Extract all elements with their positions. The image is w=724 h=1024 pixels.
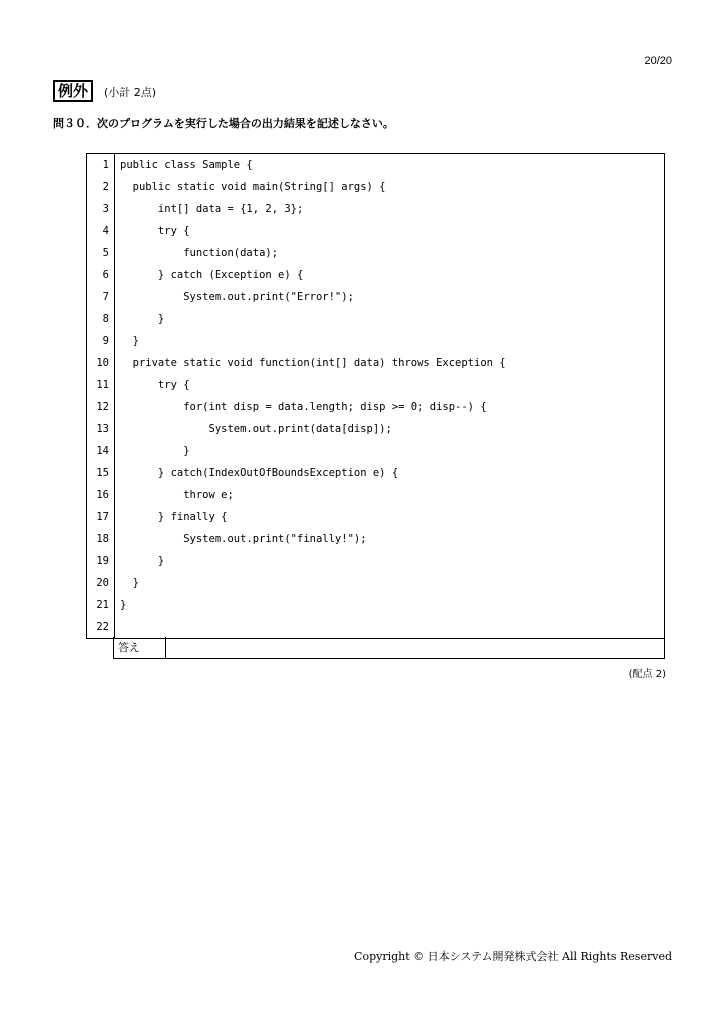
code-line: [87, 594, 665, 616]
code-line: [87, 462, 665, 484]
code-text: throw e;: [115, 484, 665, 506]
code-line: [87, 616, 665, 639]
code-listing: [86, 153, 665, 639]
code-text: } catch(IndexOutOfBoundsException e) {: [115, 462, 665, 484]
line-number: 12: [87, 396, 115, 418]
line-number: 14: [87, 440, 115, 462]
code-text: }: [115, 550, 665, 572]
code-line: [87, 352, 665, 374]
code-text: }: [115, 308, 665, 330]
code-text: }: [115, 330, 665, 352]
answer-field[interactable]: [166, 637, 664, 658]
code-line: [87, 154, 665, 177]
code-line: [87, 220, 665, 242]
code-text: [115, 616, 665, 639]
line-number: 4: [87, 220, 115, 242]
code-text: System.out.print(data[disp]);: [115, 418, 665, 440]
code-line: [87, 396, 665, 418]
section-title: 例外: [53, 80, 93, 102]
line-number: 2: [87, 176, 115, 198]
line-number: 11: [87, 374, 115, 396]
line-number: 18: [87, 528, 115, 550]
code-line: [87, 242, 665, 264]
question-text: 問３０．次のプログラムを実行した場合の出力結果を記述しなさい。: [53, 117, 394, 130]
code-text: } finally {: [115, 506, 665, 528]
answer-row: [113, 637, 665, 659]
code-text: try {: [115, 374, 665, 396]
code-line: [87, 440, 665, 462]
line-number: 20: [87, 572, 115, 594]
section-subtotal: (小計 2点): [104, 86, 157, 99]
code-text: }: [115, 440, 665, 462]
code-text: int[] data = {1, 2, 3};: [115, 198, 665, 220]
code-line: [87, 264, 665, 286]
line-number: 22: [87, 616, 115, 639]
code-text: public static void main(String[] args) {: [115, 176, 665, 198]
code-line: [87, 374, 665, 396]
code-line: [87, 506, 665, 528]
code-line: [87, 550, 665, 572]
line-number: 1: [87, 154, 115, 177]
line-number: 19: [87, 550, 115, 572]
line-number: 9: [87, 330, 115, 352]
code-text: } catch (Exception e) {: [115, 264, 665, 286]
code-line: [87, 330, 665, 352]
code-text: System.out.print("finally!");: [115, 528, 665, 550]
line-number: 3: [87, 198, 115, 220]
page-number: 20/20: [644, 55, 672, 67]
code-text: System.out.print("Error!");: [115, 286, 665, 308]
code-text: function(data);: [115, 242, 665, 264]
line-number: 5: [87, 242, 115, 264]
line-number: 21: [87, 594, 115, 616]
code-line: [87, 308, 665, 330]
line-number: 6: [87, 264, 115, 286]
answer-label: 答え: [114, 637, 166, 658]
code-line: [87, 528, 665, 550]
line-number: 8: [87, 308, 115, 330]
code-line: [87, 286, 665, 308]
line-number: 10: [87, 352, 115, 374]
code-text: public class Sample {: [115, 154, 665, 177]
code-text: private static void function(int[] data) throws Exception {: [115, 352, 665, 374]
line-number: 15: [87, 462, 115, 484]
code-text: for(int disp = data.length; disp >= 0; disp--) {: [115, 396, 665, 418]
code-text: }: [115, 572, 665, 594]
line-number: 13: [87, 418, 115, 440]
copyright-footer: Copyright © 日本システム開発株式会社 All Rights Reserved: [354, 950, 672, 963]
code-line: [87, 484, 665, 506]
code-line: [87, 176, 665, 198]
points-label: (配点 2): [628, 669, 666, 680]
line-number: 16: [87, 484, 115, 506]
code-text: try {: [115, 220, 665, 242]
code-line: [87, 198, 665, 220]
code-text: }: [115, 594, 665, 616]
code-line: [87, 572, 665, 594]
line-number: 7: [87, 286, 115, 308]
code-line: [87, 418, 665, 440]
line-number: 17: [87, 506, 115, 528]
